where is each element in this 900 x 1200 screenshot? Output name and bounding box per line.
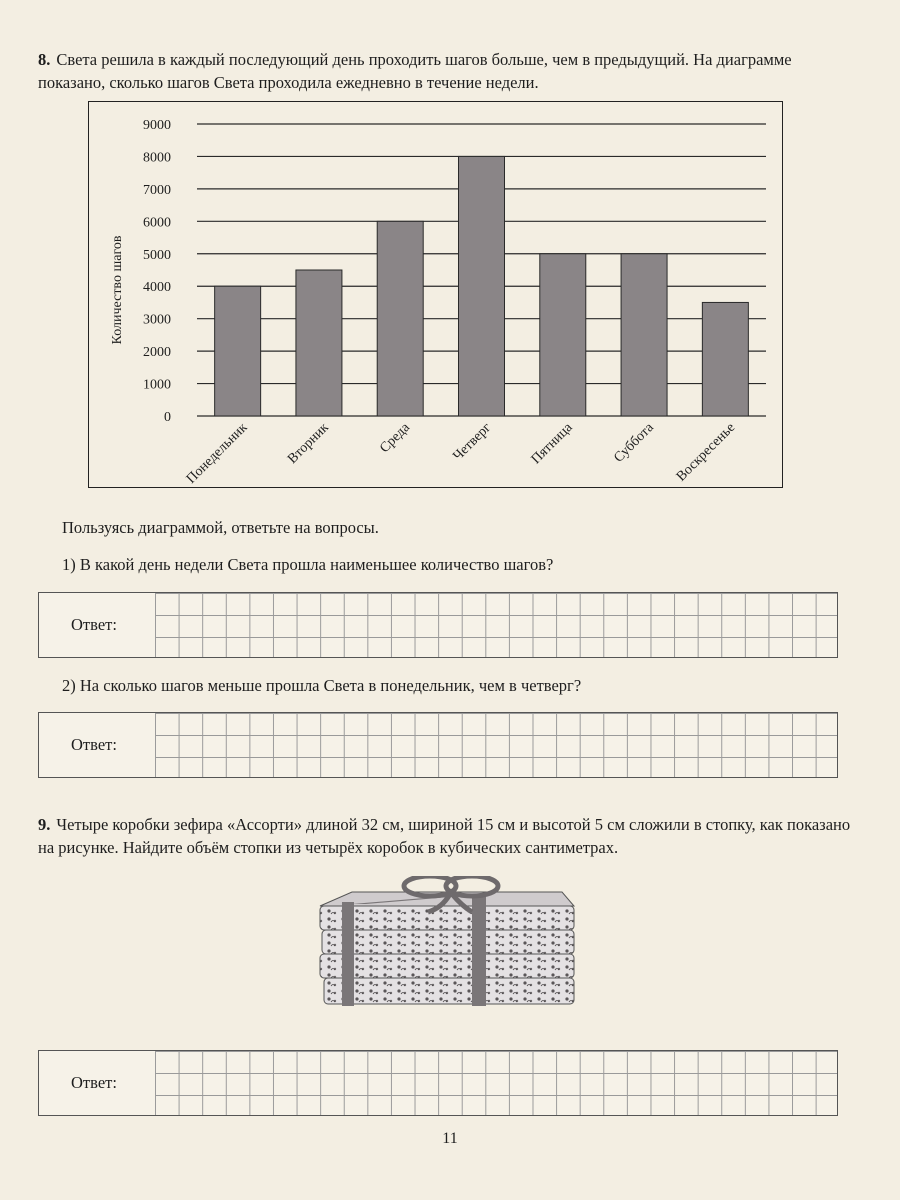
x-tick-label-4: Пятница bbox=[528, 420, 576, 468]
page-number: 11 bbox=[442, 1130, 458, 1147]
y-tick-label-4: 4000 bbox=[143, 280, 171, 296]
answer-2-box[interactable] bbox=[38, 712, 838, 778]
y-tick-label-2: 2000 bbox=[143, 345, 171, 361]
x-tick-label-3: Четверг bbox=[450, 420, 495, 465]
y-tick-label-1: 1000 bbox=[143, 377, 171, 393]
answer-2-label: Ответ: bbox=[71, 735, 117, 754]
chart-canvas bbox=[89, 102, 784, 489]
bar-5 bbox=[621, 254, 667, 416]
answer-1-box[interactable] bbox=[38, 592, 838, 658]
y-tick-label-8: 8000 bbox=[143, 150, 171, 166]
x-tick-label-0: Понедельник bbox=[183, 420, 251, 487]
problem-9-number: 9. bbox=[38, 815, 51, 834]
problem-9-text bbox=[38, 813, 858, 859]
y-tick-label-3: 3000 bbox=[143, 312, 171, 328]
x-tick-label-1: Вторник bbox=[285, 420, 332, 467]
problem-9-statement: Четыре коробки зефира «Ассорти» длиной 32 см, шириной 15 см и высотой 5 см сложили в стопку, как показано на рисунке. Найдите объём стопки из четырёх коробок в кубических сантиметрах. bbox=[38, 815, 851, 857]
bar-4 bbox=[540, 254, 586, 416]
y-tick-label-7: 7000 bbox=[143, 182, 171, 198]
x-tick-label-6: Воскресенье bbox=[673, 420, 739, 485]
bar-3 bbox=[459, 156, 505, 416]
answer-1-label: Ответ: bbox=[71, 615, 117, 634]
y-tick-label-5: 5000 bbox=[143, 247, 171, 263]
bar-1 bbox=[296, 270, 342, 416]
y-tick-label-6: 6000 bbox=[143, 215, 171, 231]
question-1-text: 1) В какой день недели Света прошла наименьшее количество шагов? bbox=[62, 555, 554, 574]
question-2-text: 2) На сколько шагов меньше прошла Света в понедельник, чем в четверг? bbox=[62, 676, 582, 695]
answer-3-grid[interactable] bbox=[155, 1051, 837, 1115]
answer-1-grid[interactable] bbox=[155, 593, 837, 657]
bar-2 bbox=[377, 221, 423, 416]
answer-3-box[interactable] bbox=[38, 1050, 838, 1116]
problem-8-statement: Света решила в каждый последующий день проходить шагов больше, чем в предыдущий. На диаграмме показано, сколько шагов Света проходила ежедневно в течение недели. bbox=[38, 50, 792, 92]
answer-2-grid[interactable] bbox=[155, 713, 837, 777]
box-stack-illustration bbox=[312, 876, 582, 1016]
problem-8-text bbox=[38, 48, 858, 94]
y-tick-label-0: 0 bbox=[164, 410, 171, 425]
instructions-text: Пользуясь диаграммой, ответьте на вопросы. bbox=[62, 518, 379, 537]
bar-0 bbox=[215, 286, 261, 416]
y-tick-label-9: 9000 bbox=[143, 118, 171, 133]
steps-bar-chart bbox=[88, 101, 783, 488]
answer-3-label: Ответ: bbox=[71, 1073, 117, 1092]
problem-8-number: 8. bbox=[38, 50, 51, 69]
x-tick-label-2: Среда bbox=[377, 420, 414, 457]
bar-6 bbox=[702, 302, 748, 416]
x-tick-label-5: Суббота bbox=[611, 420, 657, 466]
y-axis-title: Количество шагов bbox=[110, 235, 125, 345]
